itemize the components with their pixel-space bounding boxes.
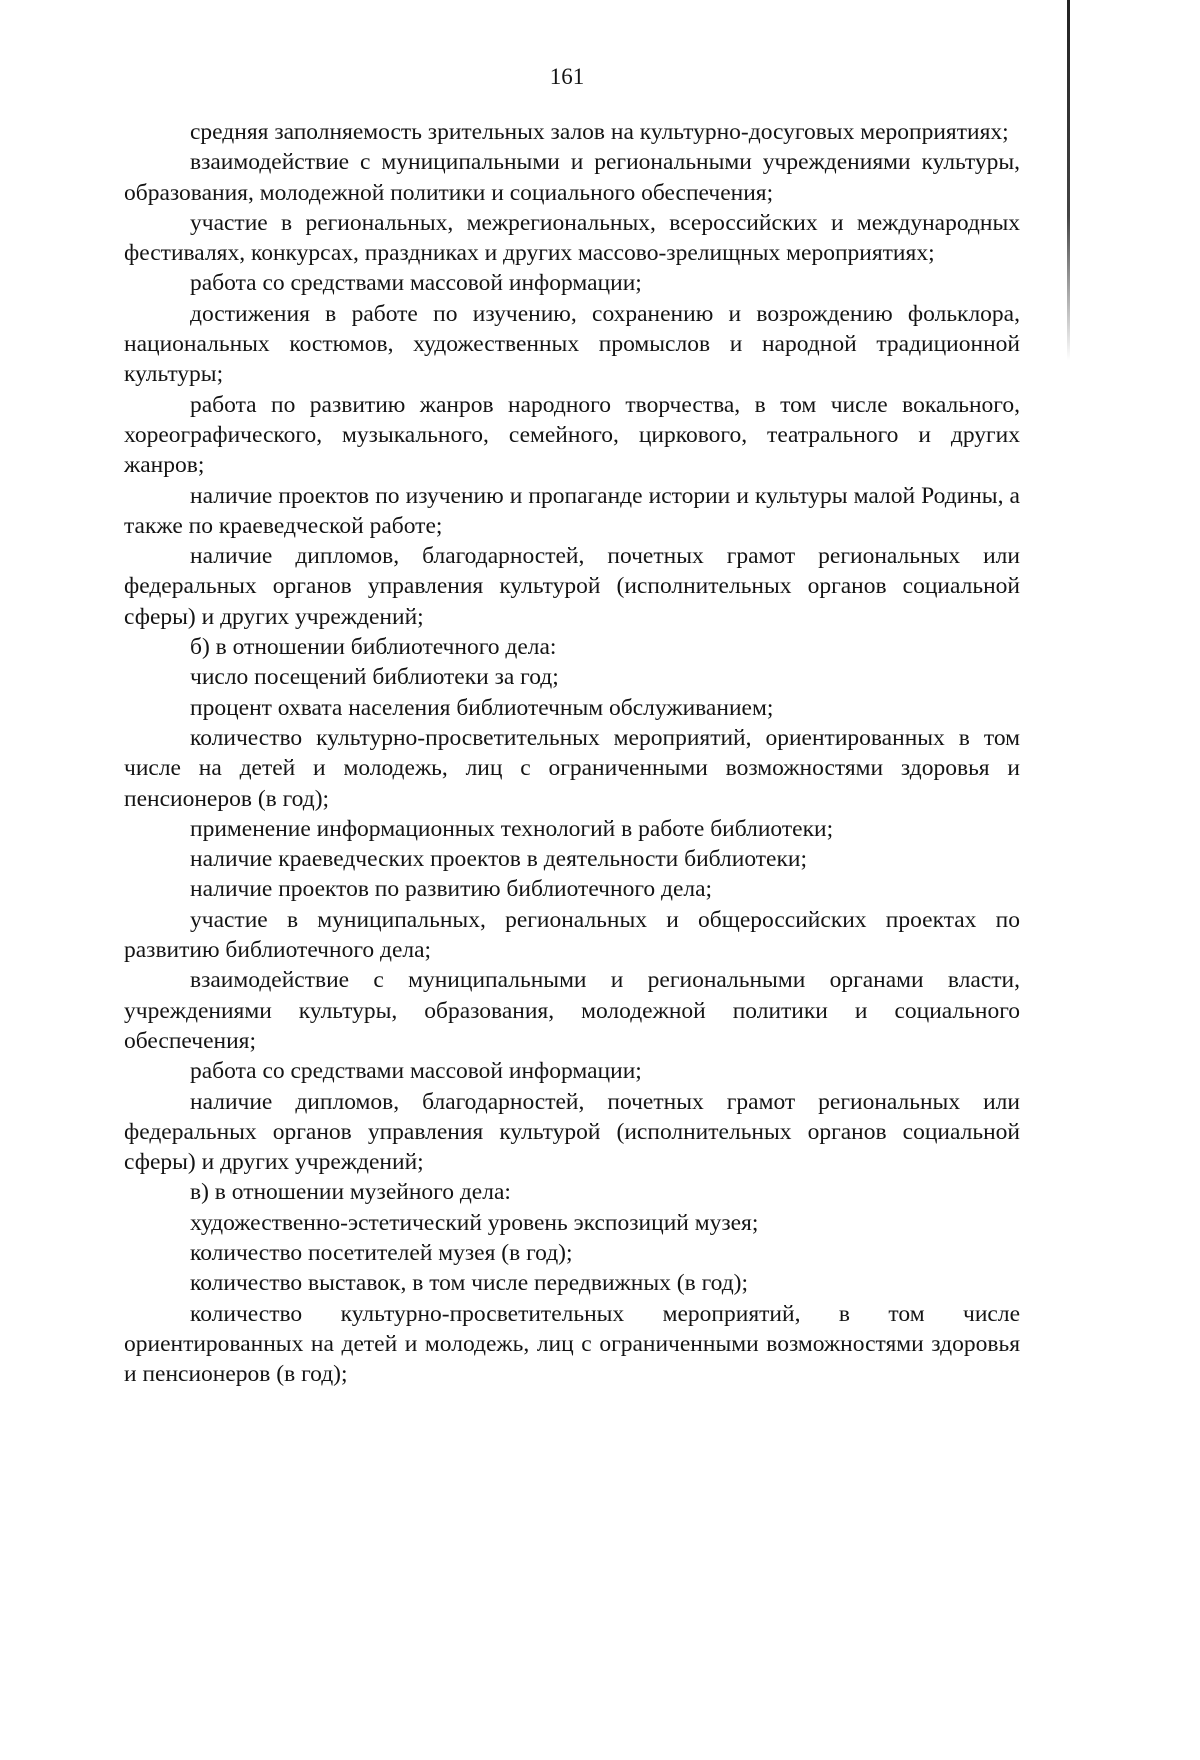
paragraph: работа по развитию жанров народного творчества, в том числе вокального, хореографического, музыкального, семейного, циркового, театрального и других жанров;: [124, 391, 1020, 479]
paragraph: взаимодействие с муниципальными и региональными органами власти, учреждениями культуры, образования, молодежной политики и социального обеспечения;: [124, 967, 1020, 1054]
scan-edge-shadow: [1067, 0, 1070, 360]
paragraph: количество культурно-просветительных мероприятий, ориентированных в том числе на детей и молодежь, лиц с ограниченными возможностями здоровья и пенсионеров (в год);: [124, 724, 1020, 812]
page-number: 161: [549, 64, 585, 89]
paragraph: наличие дипломов, благодарностей, почетных грамот региональных или федеральных органов управления культурой (исполнительных органов социальной сферы) и других учреждений;: [124, 1088, 1020, 1176]
paragraph: число посещений библиотеки за год;: [190, 664, 559, 691]
paragraph: количество посетителей музея (в год);: [190, 1239, 573, 1266]
paragraph: участие в муниципальных, региональных и общероссийских проектах по развитию библиотечного дела;: [124, 906, 1020, 964]
paragraph: наличие краеведческих проектов в деятельности библиотеки;: [190, 846, 807, 873]
paragraph: количество выставок, в том числе передвижных (в год);: [190, 1270, 749, 1297]
paragraph: применение информационных технологий в работе библиотеки;: [190, 815, 834, 842]
section-heading-library: б) в отношении библиотечного дела:: [190, 634, 557, 661]
paragraph: наличие дипломов, благодарностей, почетных грамот региональных или федеральных органов управления культурой (исполнительных органов социальной сферы) и других учреждений;: [124, 543, 1020, 630]
paragraph: художественно-эстетический уровень экспозиций музея;: [190, 1209, 759, 1236]
paragraph: количество культурно-просветительных мероприятий, в том числе ориентированных на детей и молодежь, лиц с ограниченными возможностями здоровья и пенсионеров (в год);: [124, 1300, 1020, 1388]
paragraph: средняя заполняемость зрительных залов на культурно-досуговых мероприятиях;: [190, 119, 1009, 145]
section-heading-museum: в) в отношении музейного дела:: [190, 1179, 511, 1206]
paragraph: наличие проектов по изучению и пропаганде истории и культуры малой Родины, а также по краеведческой работе;: [124, 482, 1020, 539]
paragraph: участие в региональных, межрегиональных, всероссийских и международных фестивалях, конкурсах, праздниках и других массово-зрелищных мероприятиях;: [124, 209, 1020, 267]
paragraph: работа со средствами массовой информации;: [190, 1058, 642, 1085]
document-body: [124, 117, 1020, 1389]
paragraph: процент охвата населения библиотечным обслуживанием;: [190, 694, 774, 721]
paragraph: наличие проектов по развитию библиотечного дела;: [190, 876, 713, 903]
paragraph: работа со средствами массовой информации;: [190, 270, 642, 297]
paragraph: взаимодействие с муниципальными и региональными учреждениями культуры, образования, молодежной политики и социального обеспечения;: [124, 149, 1020, 206]
paragraph: достижения в работе по изучению, сохранению и возрождению фольклора, национальных костюмов, художественных промыслов и народной традиционной культуры;: [124, 300, 1020, 388]
